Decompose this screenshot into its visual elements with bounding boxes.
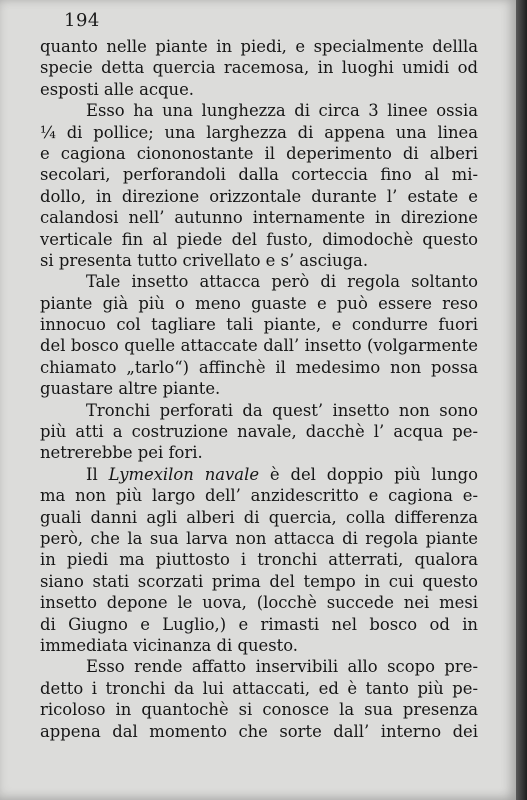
page-number: 194 [64,10,100,31]
text-line: siano stati scorzati prima del tempo in cui questo [40,571,478,591]
text-line: Esso ha una lunghezza di circa 3 linee ossia [86,101,478,121]
text-line: di Giugno e Luglio,) e rimasti nel bosco od in [40,614,478,634]
text-line: specie detta quercia racemosa, in luoghi umidi od [40,58,478,78]
paragraph [40,100,478,271]
text-line: chiamato „tarlo“) affinchè il medesimo non possa [40,357,478,377]
page-edge-shadow [516,0,527,800]
text-line: verticale fin al piede del fusto, dimodochè questo [40,229,478,249]
text-line: calandosi nell’ autunno internamente in direzione [40,208,478,228]
text-line: ma non più largo dell’ anzidescritto e cagiona e- [40,486,478,506]
paragraph [40,36,478,100]
text-line: dollo, in direzione orizzontale durante l’ estate e [40,186,478,206]
text-line: innocuo col tagliare tali piante, e condurre fuori [40,315,478,335]
text-line: Tale insetto attacca però di regola soltanto [86,272,478,292]
paragraph [40,464,478,657]
text-line: si presenta tutto crivellato e s’ asciuga. [40,250,369,270]
text-line: quanto nelle piante in piedi, e specialmente dellla [40,37,478,56]
text-line: piante già più o meno guaste e può essere reso [40,293,478,313]
paragraph [40,271,478,399]
text-line: e cagiona ciononostante il deperimento di alberi [40,143,478,163]
text-line: detto i tronchi da lui attaccati, ed è tanto più pe- [40,678,478,698]
body-text [40,36,478,742]
text-line: Esso rende affatto inservibili allo scopo pre- [86,657,478,677]
text-line: netrerebbe pei fori. [40,443,203,463]
text-line: ricoloso in quantochè si conosce la sua presenza [40,700,478,720]
text-line [40,464,478,485]
text-line: appena dal momento che sorte dall’ interno dei [40,721,478,741]
text-line: più atti a costruzione navale, dacchè l’ acqua pe- [40,422,478,442]
text-line: immediata vicinanza di questo. [40,635,299,655]
species-name: Lymexilon navale [108,464,260,484]
text-line: in piedi ma piuttosto i tronchi atterrati, qualora [40,550,478,570]
line-prefix: Il [86,464,109,484]
paragraph [40,400,478,464]
text-line: guastare altre piante. [40,379,221,399]
text-line: insetto depone le uova, (locchè succede nei mesi [40,593,478,613]
text-line: del bosco quelle attaccate dall’ insetto (volgarmente [40,336,478,356]
line-text: è del doppio più lungo [259,464,478,484]
text-line: guali danni agli alberi di quercia, colla differenza [40,507,478,527]
text-line: esposti alle acque. [40,79,194,99]
text-line: Tronchi perforati da quest’ insetto non sono [86,400,478,420]
text-line: ¼ di pollice; una larghezza di appena una linea [40,122,478,142]
text-line: secolari, perforandoli dalla corteccia fino al mi- [40,165,478,185]
text-line: però, che la sua larva non attacca di regola piante [40,528,478,548]
paragraph [40,656,478,742]
